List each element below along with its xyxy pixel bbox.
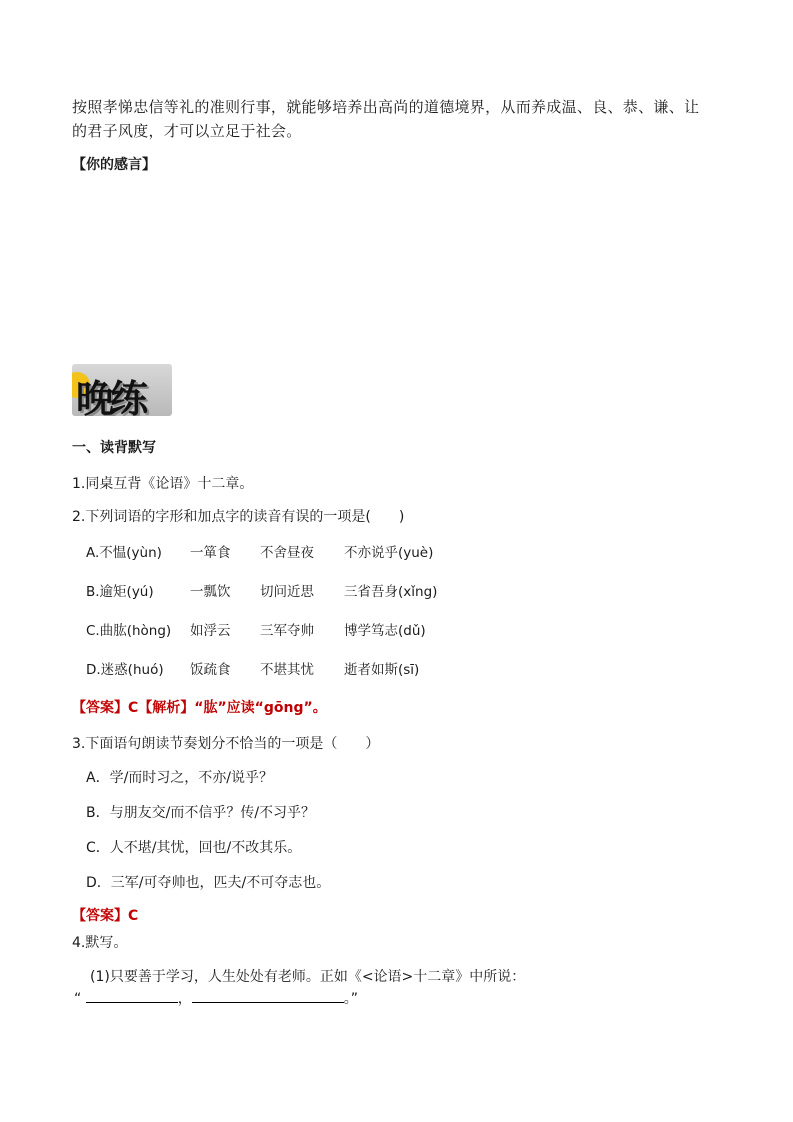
option-cell: 博学笃志(dǔ)	[344, 623, 426, 639]
evening-practice-logo	[72, 364, 172, 416]
analysis-text: “肱”应读“gōng”。	[194, 700, 327, 716]
question-4-stem: 4.默写。	[72, 935, 128, 951]
answer-label: 【答案】	[72, 700, 128, 716]
comma: ，	[177, 991, 192, 1007]
answer-blank-1[interactable]	[86, 988, 178, 1003]
choice-b: B．与朋友交/而不信乎？传/不习乎？	[86, 805, 316, 821]
option-cell: A.不愠(yùn)	[86, 545, 162, 561]
feeling-heading: 【你的感言】	[72, 157, 156, 173]
question-2-stem: 2.下列词语的字形和加点字的读音有误的一项是( )	[72, 509, 405, 525]
option-cell: 三军夺帅	[260, 623, 314, 639]
option-cell: 切问近思	[260, 584, 314, 600]
open-quote: “	[74, 991, 82, 1007]
option-cell: 一瓢饮	[190, 584, 231, 600]
option-cell: 一箪食	[190, 545, 231, 561]
option-cell: D.迷惑(huó)	[86, 662, 164, 678]
close-quote: 。”	[343, 991, 358, 1007]
option-cell: 饭疏食	[190, 662, 231, 678]
analysis-label: 【解析】	[138, 700, 195, 716]
answer-label: 【答案】	[72, 908, 128, 924]
option-cell: B.逾矩(yú)	[86, 584, 154, 600]
answer-value: C	[128, 908, 139, 924]
intro-line-1: 按照孝悌忠信等礼的准则行事，就能够培养出高尚的道德境界，从而养成温、良、恭、谦、让	[72, 98, 700, 116]
question-2-answer	[72, 697, 327, 717]
section-heading: 一、读背默写	[72, 440, 156, 456]
option-cell: 如浮云	[190, 623, 231, 639]
option-cell: 三省吾身(xǐng)	[344, 584, 438, 600]
option-cell: 不舍昼夜	[260, 545, 314, 561]
intro-line-2: 的君子风度，才可以立足于社会。	[72, 122, 302, 140]
choice-c: C．人不堪/其忧，回也/不改其乐。	[86, 840, 302, 856]
question-3-answer	[72, 905, 138, 925]
answer-value: C	[128, 700, 139, 716]
logo-text: 晚练	[76, 377, 145, 416]
option-cell: 不亦说乎(yuè)	[344, 545, 434, 561]
option-cell: C.曲肱(hòng)	[86, 623, 172, 639]
question-3-stem: 3.下面语句朗读节奏划分不恰当的一项是（ ）	[72, 736, 380, 752]
fill-blank-line	[74, 988, 358, 1008]
question-1: 1.同桌互背《论语》十二章。	[72, 476, 254, 492]
choice-a: A．学/而时习之，不亦/说乎？	[86, 770, 274, 786]
choice-d: D．三军/可夺帅也，匹夫/不可夺志也。	[86, 875, 331, 891]
option-cell: 不堪其忧	[260, 662, 314, 678]
answer-blank-2[interactable]	[192, 988, 344, 1003]
option-cell: 逝者如斯(sī)	[344, 662, 420, 678]
question-4-sub-1: (1)只要善于学习，人生处处有老师。正如《<论语>十二章》中所说：	[90, 969, 526, 985]
